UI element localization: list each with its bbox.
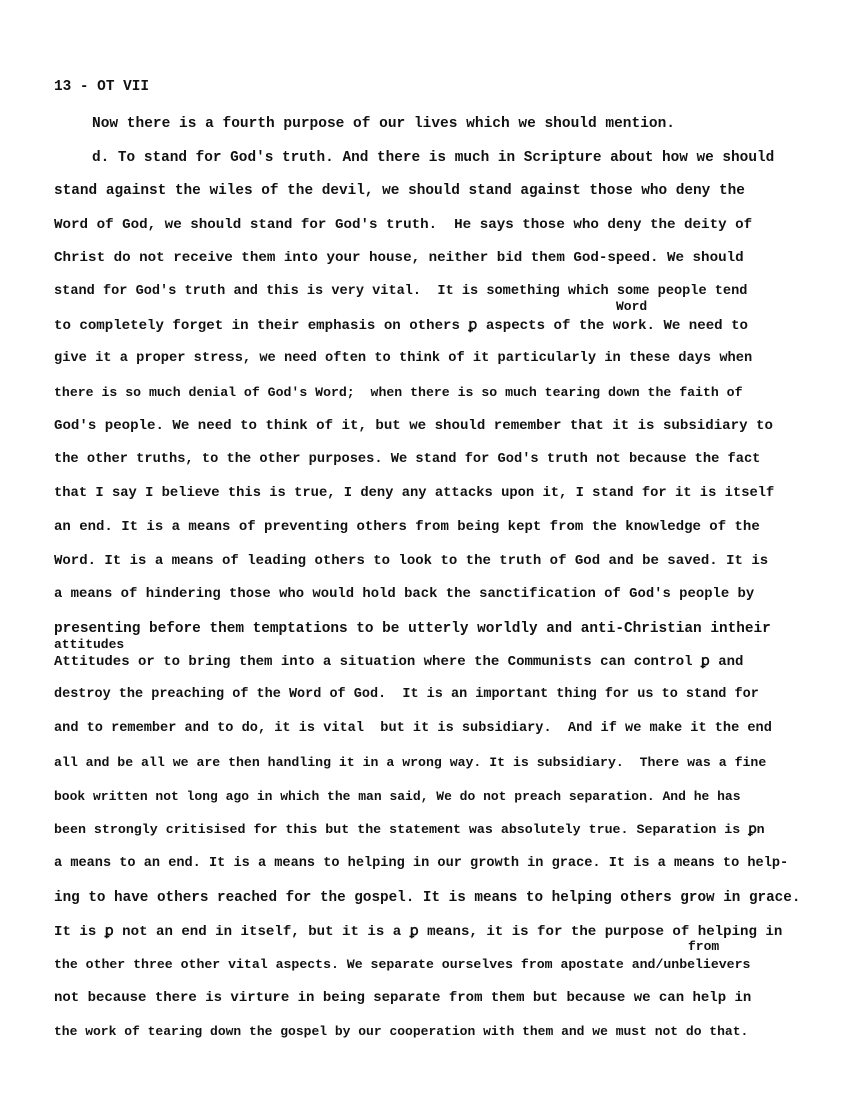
text-line-16: presenting before them temptations to be utterly worldly and anti-Christian intheir: [54, 621, 771, 637]
text-line-20: all and be all we are then handling it in a wrong way. It is subsidiary. There was a fine: [54, 755, 767, 770]
text-line-07: to completely forget in their emphasis on others ꝑ aspects of the work. We need to: [54, 318, 749, 334]
interlinear-attitudes: attitudes: [54, 637, 125, 652]
text-line-09: there is so much denial of God's Word; when there is so much tearing down the faith of: [54, 385, 743, 400]
text-line-10: God's people. We need to think of it, but we should remember that it is subsidiary to: [54, 418, 773, 434]
text-line-18: destroy the preaching of the Word of God. It is an important thing for us to stand for: [54, 687, 759, 702]
page-header: 13 - OT VII: [54, 79, 149, 95]
text-line-13: an end. It is a means of preventing others from being kept from the knowledge of the: [54, 519, 760, 535]
text-line-26: the other three other vital aspects. We separate ourselves from apostate and/unbelievers: [54, 957, 751, 972]
text-line-04: Word of God, we should stand for God's truth. He says those who deny the deity of: [54, 217, 753, 233]
text-line-03: stand against the wiles of the devil, we should stand against those who deny the: [54, 183, 745, 199]
text-line-01: Now there is a fourth purpose of our lives which we should mention.: [92, 116, 675, 132]
text-line-21: book written not long ago in which the man said, We do not preach separation. And he has: [54, 789, 741, 804]
text-line-19: and to remember and to do, it is vital but it is subsidiary. And if we make it the end: [54, 721, 772, 736]
text-line-24: ing to have others reached for the gospel. It is means to helping others grow in grace.: [54, 890, 801, 906]
text-line-14: Word. It is a means of leading others to look to the truth of God and be saved. It is: [54, 553, 769, 569]
text-line-15: a means of hindering those who would hold back the sanctification of God's people by: [54, 586, 755, 602]
text-line-28: the work of tearing down the gospel by our cooperation with them and we must not do that.: [54, 1024, 749, 1039]
text-line-27: not because there is virture in being separate from them but because we can help in: [54, 990, 752, 1006]
interlinear-from: from: [688, 939, 720, 954]
text-line-05: Christ do not receive them into your house, neither bid them God-speed. We should: [54, 250, 744, 266]
text-line-08: give it a proper stress, we need often to think of it particularly in these days when: [54, 351, 753, 366]
text-line-22: been strongly critisised for this but the statement was absolutely true. Separation is ꝑn: [54, 822, 765, 837]
text-line-23: a means to an end. It is a means to helping in our growth in grace. It is a means to help-: [54, 856, 789, 871]
text-line-06: stand for God's truth and this is very vital. It is something which some people tend: [54, 284, 748, 299]
text-line-11: the other truths, to the other purposes. We stand for God's truth not because the fact: [54, 452, 761, 467]
text-line-25: It is ꝑ not an end in itself, but it is a ꝑ means, it is for the purpose of helping in: [54, 924, 783, 940]
text-line-02: d. To stand for God's truth. And there is much in Scripture about how we should: [92, 150, 775, 166]
text-line-12: that I say I believe this is true, I deny any attacks upon it, I stand for it is itself: [54, 486, 775, 501]
text-line-17: Attitudes or to bring them into a situation where the Communists can control ꝑ and: [54, 654, 744, 670]
interlinear-word: Word: [616, 299, 648, 314]
